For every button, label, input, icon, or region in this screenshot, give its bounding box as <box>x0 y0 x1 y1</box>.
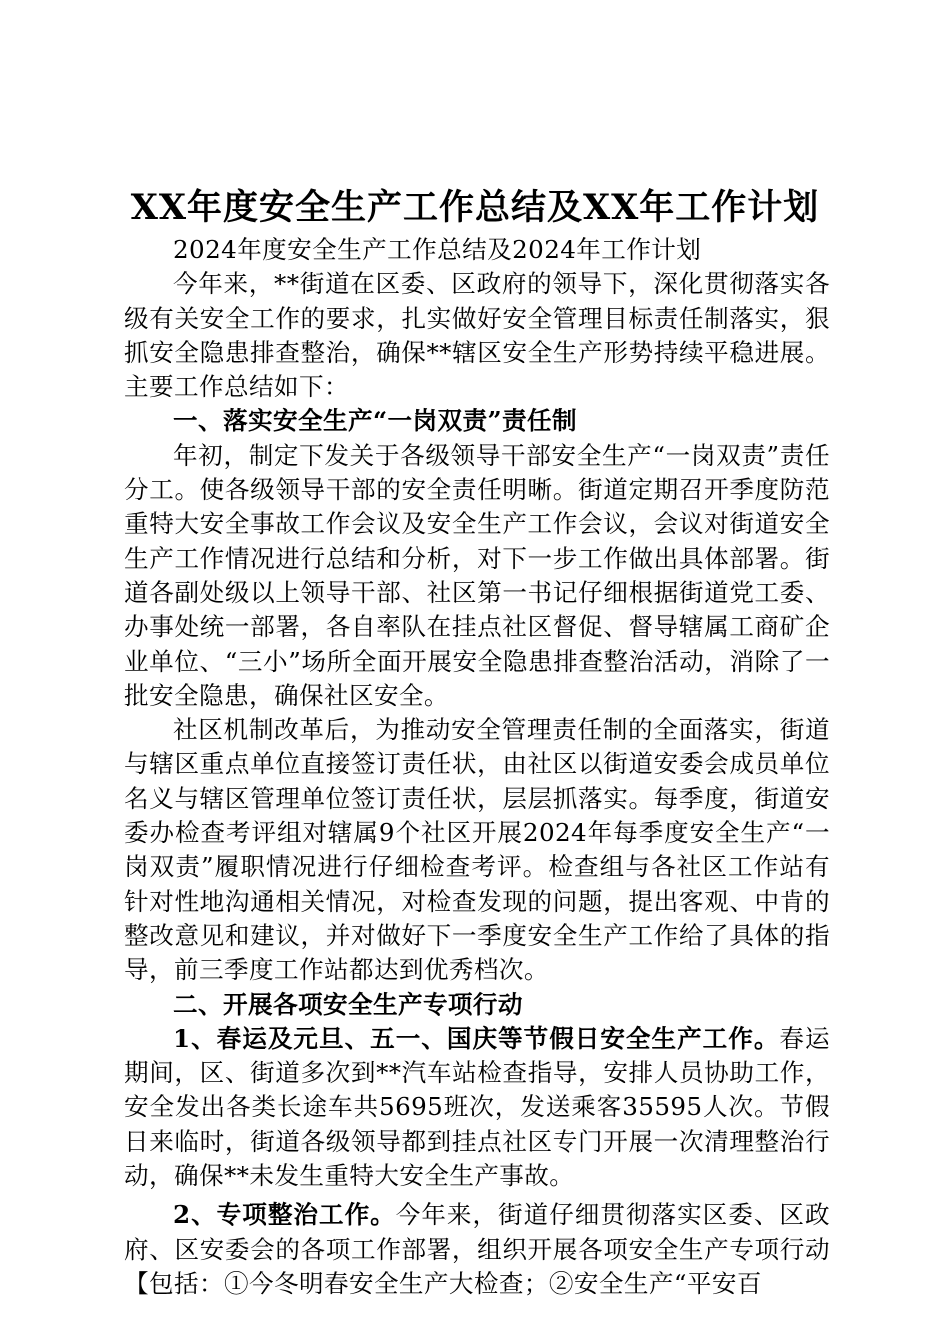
item-1-lead: 1、春运及元旦、五一、国庆等节假日安全生产工作。 <box>173 1023 780 1053</box>
intro-paragraph: 今年来，**街道在区委、区政府的领导下，深化贯彻落实各级有关安全工作的要求，扎实做好安全管理目标责任制落实，狠抓安全隐患排查整治，确保**辖区安全生产形势持续平稳进展。主要工作总结如下： <box>124 269 830 402</box>
item-2-text: 今年来，街道仔细贯彻落实区委、区政府、区安委会的各项工作部署，组织开展各项安全生产专项行动【包括：①今冬明春安全生产大检查；②安全生产“平安百 <box>124 1200 830 1298</box>
item-2-lead: 2、专项整治工作。 <box>173 1200 396 1230</box>
section-2-heading: 二、开展各项安全生产专项行动 <box>173 989 523 1019</box>
section-1-paragraph-1: 年初，制定下发关于各级领导干部安全生产“一岗双责”责任分工。使各级领导干部的安全责任明晰。街道定期召开季度防范重特大安全事故工作会议及安全生产工作会议，会议对街道安全生产工作情况进行总结和分析，对下一步工作做出具体部署。街道各副处级以上领导干部、社区第一书记仔细根据街道党工委、办事处统一部署，各自率队在挂点社区督促、督导辖属工商矿企业单位、“三小”场所全面开展安全隐患排查整治活动，消除了一批安全隐患，确保社区安全。 <box>124 440 830 710</box>
section-1-heading: 一、落实安全生产“一岗双责”责任制 <box>173 406 577 436</box>
section-1-paragraph-2: 社区机制改革后，为推动安全管理责任制的全面落实，街道与辖区重点单位直接签订责任状，由社区以街道安委会成员单位名义与辖区管理单位签订责任状，层层抓落实。每季度，街道安委办检查考评组对辖属9个社区开展2024年每季度安全生产“一岗双责”履职情况进行仔细检查考评。检查组与各社区工作站有针对性地沟通相关情况，对检查发现的问题，提出客观、中肯的整改意见和建议，并对做好下一季度安全生产工作给了具体的指导，前三季度工作站都达到优秀档次。 <box>124 715 830 985</box>
section-2-item-1 <box>124 1022 830 1193</box>
document-title: XX年度安全生产工作总结及XX年工作计划 <box>130 187 820 228</box>
document-body <box>124 233 830 1301</box>
item-1-text: 春运期间，区、街道多次到**汽车站检查指导，安排人员协助工作，安全发出各类长途车共5695班次，发送乘客35595人次。节假日来临时，街道各级领导都到挂点社区专门开展一次清理整治行动，确保**未发生重特大安全生产事故。 <box>124 1023 830 1191</box>
section-2-item-2 <box>124 1198 830 1301</box>
subtitle-paragraph: 2024年度安全生产工作总结及2024年工作计划 <box>173 235 702 264</box>
